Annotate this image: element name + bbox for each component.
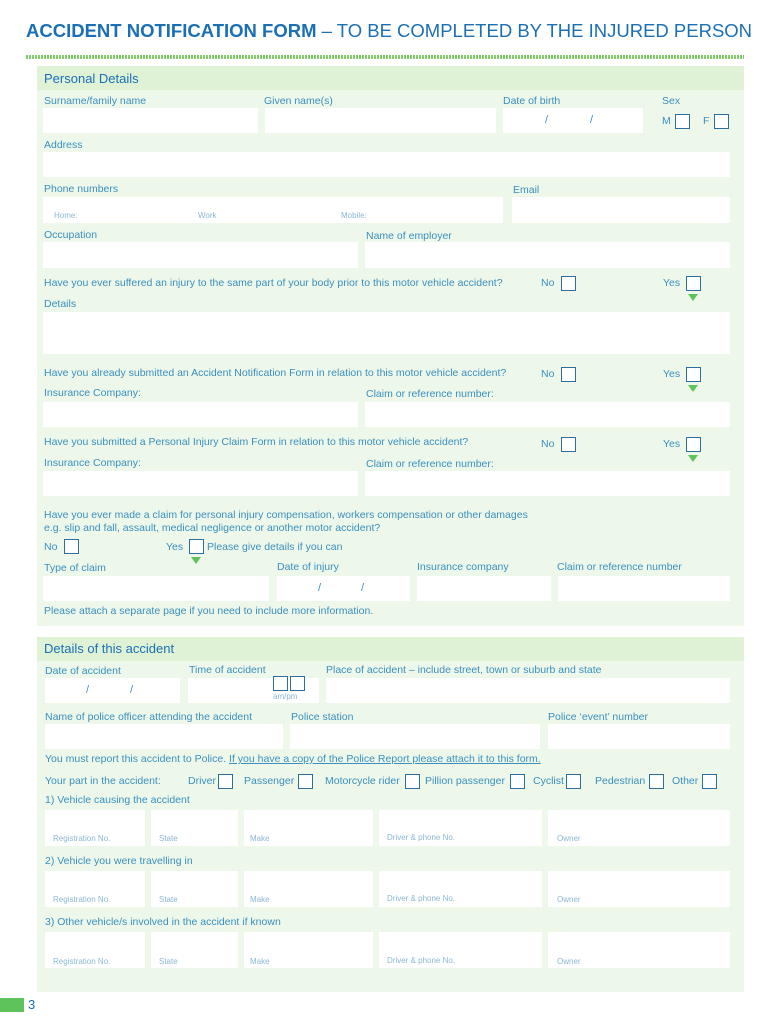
previous-claim-question-line1: Have you ever made a claim for personal injury compensation, workers compensation or other damages (44, 509, 528, 521)
previous-claim-question-line2: e.g. slip and fall, assault, medical negligence or another motor accident? (44, 522, 381, 534)
pic-yes-checkbox[interactable] (686, 437, 701, 452)
anf-insurance-field[interactable] (43, 402, 358, 427)
police-officer-field[interactable] (45, 724, 283, 749)
anf-yes-checkbox[interactable] (686, 367, 701, 382)
sex-female-checkbox[interactable] (714, 114, 729, 129)
prior-injury-question: Have you ever suffered an injury to the same part of your body prior to this motor vehicle accident? (44, 277, 503, 289)
ampm-hint: am/pm (273, 692, 298, 701)
sex-label: Sex (662, 95, 681, 107)
accident-place-field[interactable] (326, 678, 730, 703)
vehicle-3-owner-hint: Owner (557, 957, 581, 966)
vehicle-2-driver-hint: Driver & phone No. (387, 894, 456, 903)
vehicle-1-driver-hint: Driver & phone No. (387, 833, 456, 842)
phone-field[interactable] (43, 197, 503, 223)
pic-yes-label: Yes (663, 438, 681, 450)
email-label: Email (513, 184, 540, 196)
prior-injury-yes-label: Yes (663, 277, 681, 289)
police-report-notice: You must report this accident to Police. If you have a copy of the Police Report please attach it to this form. (45, 753, 541, 765)
anf-insurance-label: Insurance Company: (44, 387, 141, 399)
vehicle-2-label: 2) Vehicle you were travelling in (45, 855, 193, 867)
details-label: Details (44, 298, 77, 310)
pic-claim-label: Claim or reference number: (366, 458, 494, 470)
surname-field[interactable] (43, 108, 258, 133)
injury-date-slash-2: / (361, 582, 365, 594)
pic-insurance-field[interactable] (43, 471, 358, 496)
prior-injury-details-field[interactable] (43, 312, 730, 354)
injury-date-slash-1: / (318, 582, 322, 594)
role-pedestrian-checkbox[interactable] (649, 774, 664, 789)
given-name-label: Given name(s) (264, 95, 333, 107)
pic-claim-field[interactable] (365, 471, 730, 496)
role-motorcycle-label: Motorcycle rider (325, 775, 400, 787)
dob-label: Date of birth (503, 95, 561, 107)
police-station-field[interactable] (290, 724, 540, 749)
accident-date-slash-2: / (130, 684, 134, 696)
insurance-company-field[interactable] (417, 576, 551, 601)
role-motorcycle-checkbox[interactable] (405, 774, 420, 789)
date-injury-field[interactable] (277, 576, 410, 601)
type-claim-field[interactable] (43, 576, 269, 601)
role-cyclist-label: Cyclist (533, 775, 564, 787)
pic-question: Have you submitted a Personal Injury Claim Form in relation to this motor vehicle accident? (44, 436, 469, 448)
phone-label: Phone numbers (44, 183, 119, 195)
attach-note: Please attach a separate page if you need to include more information. (44, 605, 374, 617)
phone-home-hint: Home: (54, 211, 78, 220)
previous-claim-yes-label: Yes (166, 541, 184, 553)
vehicle-1-make-hint: Make (250, 834, 270, 843)
pic-no-label: No (541, 438, 555, 450)
occupation-label: Occupation (44, 229, 98, 241)
type-claim-label: Type of claim (44, 562, 106, 574)
your-part-label: Your part in the accident: (45, 775, 161, 787)
vehicle-1-owner-hint: Owner (557, 834, 581, 843)
pic-insurance-label: Insurance Company: (44, 457, 141, 469)
vehicle-2-owner-hint: Owner (557, 895, 581, 904)
down-arrow-icon (688, 385, 698, 392)
anf-claim-label: Claim or reference number: (366, 388, 494, 400)
sex-female-label: F (703, 115, 710, 127)
insurance-company-label: Insurance company (417, 561, 509, 573)
phone-mobile-hint: Mobile: (341, 211, 367, 220)
down-arrow-icon (688, 455, 698, 462)
pm-checkbox[interactable] (290, 676, 305, 691)
page-number: 3 (28, 997, 36, 1012)
given-name-field[interactable] (265, 108, 496, 133)
dob-field[interactable] (503, 108, 643, 133)
accident-details-heading: Details of this accident (44, 641, 175, 656)
accident-date-slash-1: / (86, 684, 90, 696)
police-officer-label: Name of police officer attending the accident (45, 711, 253, 723)
police-event-field[interactable] (548, 724, 730, 749)
previous-claim-yes-checkbox[interactable] (189, 539, 204, 554)
vehicle-1-label: 1) Vehicle causing the accident (45, 794, 190, 806)
claim-ref-label: Claim or reference number (557, 561, 682, 573)
sex-male-label: M (662, 115, 671, 127)
role-driver-checkbox[interactable] (218, 774, 233, 789)
vehicle-2-make-hint: Make (250, 895, 270, 904)
vehicle-3-make-hint: Make (250, 957, 270, 966)
sex-male-checkbox[interactable] (675, 114, 690, 129)
am-checkbox[interactable] (273, 676, 288, 691)
previous-claim-no-checkbox[interactable] (64, 539, 79, 554)
accident-place-label: Place of accident – include street, town or suburb and state (326, 664, 602, 676)
vehicle-3-driver-hint: Driver & phone No. (387, 956, 456, 965)
role-pillion-label: Pillion passenger (425, 775, 505, 787)
anf-yes-label: Yes (663, 368, 681, 380)
surname-label: Surname/family name (44, 95, 147, 107)
dob-slash-2: / (590, 114, 594, 126)
address-label: Address (44, 139, 83, 151)
prior-injury-no-checkbox[interactable] (561, 276, 576, 291)
previous-claim-no-label: No (44, 541, 58, 553)
pic-no-checkbox[interactable] (561, 437, 576, 452)
form-title: ACCIDENT NOTIFICATION FORM – TO BE COMPLETED BY THE INJURED PERSON (26, 20, 753, 41)
page-marker (0, 998, 24, 1012)
role-other-checkbox[interactable] (702, 774, 717, 789)
occupation-field[interactable] (43, 242, 358, 268)
vehicle-1-registration-hint: Registration No. (53, 834, 111, 843)
vehicle-2-registration-hint: Registration No. (53, 895, 111, 904)
down-arrow-icon (688, 294, 698, 301)
phone-work-hint: Work (198, 211, 217, 220)
give-details-label: Please give details if you can (207, 541, 343, 553)
title-divider (26, 55, 744, 59)
role-pedestrian-label: Pedestrian (595, 775, 646, 787)
accident-date-label: Date of accident (45, 665, 121, 677)
police-event-label: Police ‘event’ number (548, 711, 648, 723)
role-cyclist-checkbox[interactable] (566, 774, 581, 789)
prior-injury-no-label: No (541, 277, 555, 289)
anf-question: Have you already submitted an Accident Notification Form in relation to this motor vehicle accident? (44, 367, 507, 379)
role-other-label: Other (672, 775, 699, 787)
email-field[interactable] (512, 197, 730, 223)
claim-ref-field[interactable] (558, 576, 730, 601)
vehicle-1-state-hint: State (159, 834, 178, 843)
dob-slash-1: / (545, 114, 549, 126)
role-driver-label: Driver (188, 775, 216, 787)
personal-details-heading: Personal Details (44, 71, 139, 86)
employer-field[interactable] (365, 242, 730, 268)
accident-time-label: Time of accident (189, 664, 266, 676)
anf-no-checkbox[interactable] (561, 367, 576, 382)
anf-no-label: No (541, 368, 555, 380)
role-passenger-checkbox[interactable] (298, 774, 313, 789)
anf-claim-field[interactable] (365, 402, 730, 427)
vehicle-2-state-hint: State (159, 895, 178, 904)
role-passenger-label: Passenger (244, 775, 295, 787)
address-field[interactable] (43, 152, 730, 177)
accident-date-field[interactable] (45, 678, 180, 703)
down-arrow-icon (191, 557, 201, 564)
vehicle-3-label: 3) Other vehicle/s involved in the accident if known (45, 916, 281, 928)
role-pillion-checkbox[interactable] (510, 774, 525, 789)
police-station-label: Police station (291, 711, 354, 723)
personal-details-header (37, 66, 744, 90)
vehicle-3-state-hint: State (159, 957, 178, 966)
prior-injury-yes-checkbox[interactable] (686, 276, 701, 291)
employer-label: Name of employer (366, 230, 452, 242)
date-injury-label: Date of injury (277, 561, 339, 573)
vehicle-3-registration-hint: Registration No. (53, 957, 111, 966)
